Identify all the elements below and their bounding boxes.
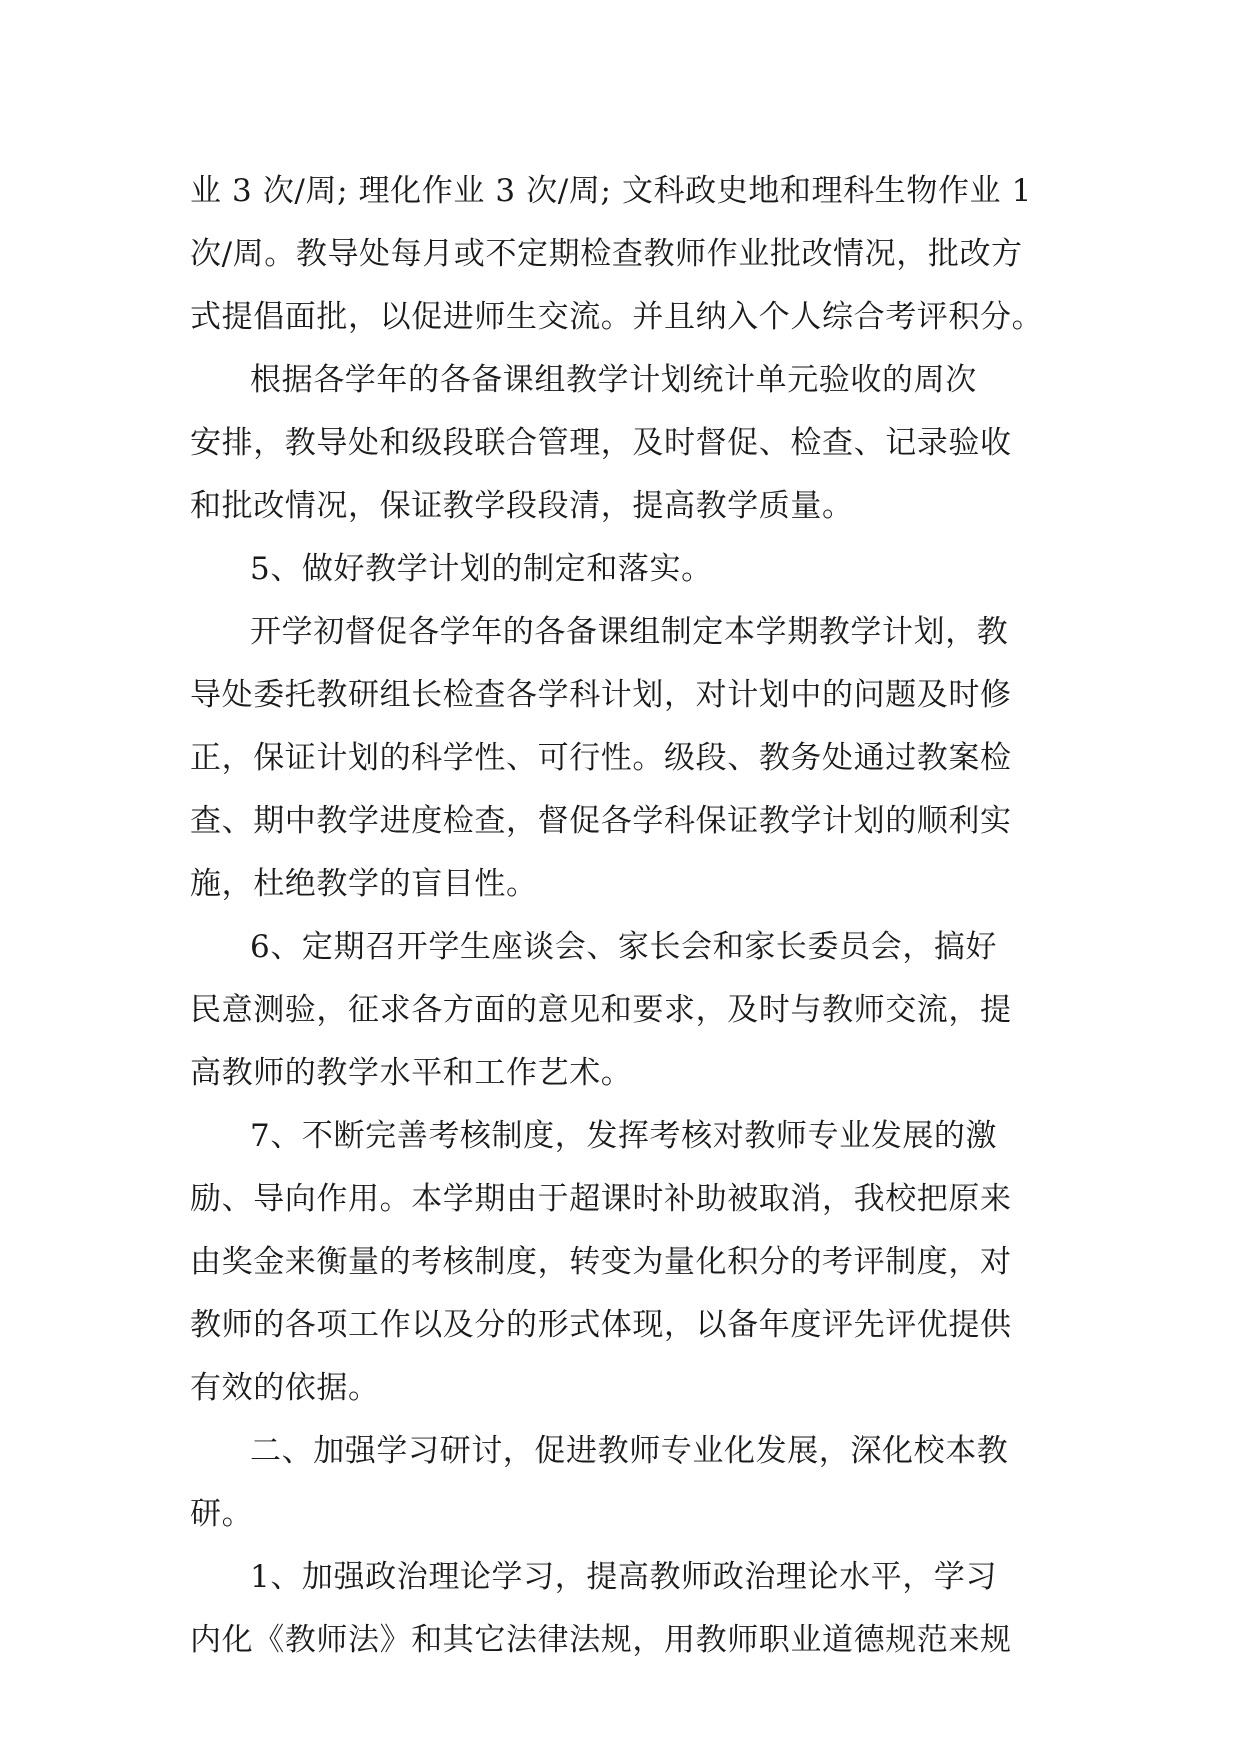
text-line: 查、期中教学进度检查，督促各学科保证教学计划的顺利实	[190, 803, 1012, 839]
text-line: 施，杜绝教学的盲目性。	[190, 866, 538, 902]
body-text	[190, 160, 1054, 1672]
text-line: 研。	[190, 1496, 254, 1532]
text-line: 由奖金来衡量的考核制度，转变为量化积分的考评制度，对	[190, 1244, 1012, 1280]
text-line: 根据各学年的各备课组教学计划统计单元验收的周次	[250, 362, 977, 398]
text-line: 7、不断完善考核制度，发挥考核对教师专业发展的激	[250, 1118, 998, 1154]
text-line: 业 3 次/周; 理化作业 3 次/周; 文科政史地和理科生物作业 1	[190, 173, 1032, 209]
text-line: 民意测验，征求各方面的意见和要求，及时与教师交流，提	[190, 992, 1012, 1028]
text-line: 6、定期召开学生座谈会、家长会和家长委员会，搞好	[250, 929, 998, 965]
text-line: 二、加强学习研讨，促进教师专业化发展，深化校本教	[250, 1433, 1009, 1469]
text-line: 导处委托教研组长检查各学科计划，对计划中的问题及时修	[190, 677, 1012, 713]
text-line: 安排，教导处和级段联合管理，及时督促、检查、记录验收	[190, 425, 1012, 461]
text-line: 次/周。教导处每月或不定期检查教师作业批改情况，批改方	[190, 236, 1023, 272]
text-line: 教师的各项工作以及分的形式体现，以备年度评先评优提供	[190, 1307, 1012, 1343]
text-line: 有效的依据。	[190, 1370, 380, 1406]
text-line: 1、加强政治理论学习，提高教师政治理论水平，学习	[250, 1559, 998, 1595]
text-line: 5、做好教学计划的制定和落实。	[250, 551, 713, 587]
text-line: 内化《教师法》和其它法律法规，用教师职业道德规范来规	[190, 1622, 1012, 1658]
text-line: 式提倡面批，以促进师生交流。并且纳入个人综合考评积分。	[190, 299, 1044, 335]
text-line: 和批改情况，保证教学段段清，提高教学质量。	[190, 488, 854, 524]
text-line: 开学初督促各学年的各备课组制定本学期教学计划，教	[250, 614, 1009, 650]
text-line: 正，保证计划的科学性、可行性。级段、教务处通过教案检	[190, 740, 1012, 776]
text-line: 高教师的教学水平和工作艺术。	[190, 1055, 633, 1091]
text-line: 励、导向作用。本学期由于超课时补助被取消，我校把原来	[190, 1181, 1012, 1217]
